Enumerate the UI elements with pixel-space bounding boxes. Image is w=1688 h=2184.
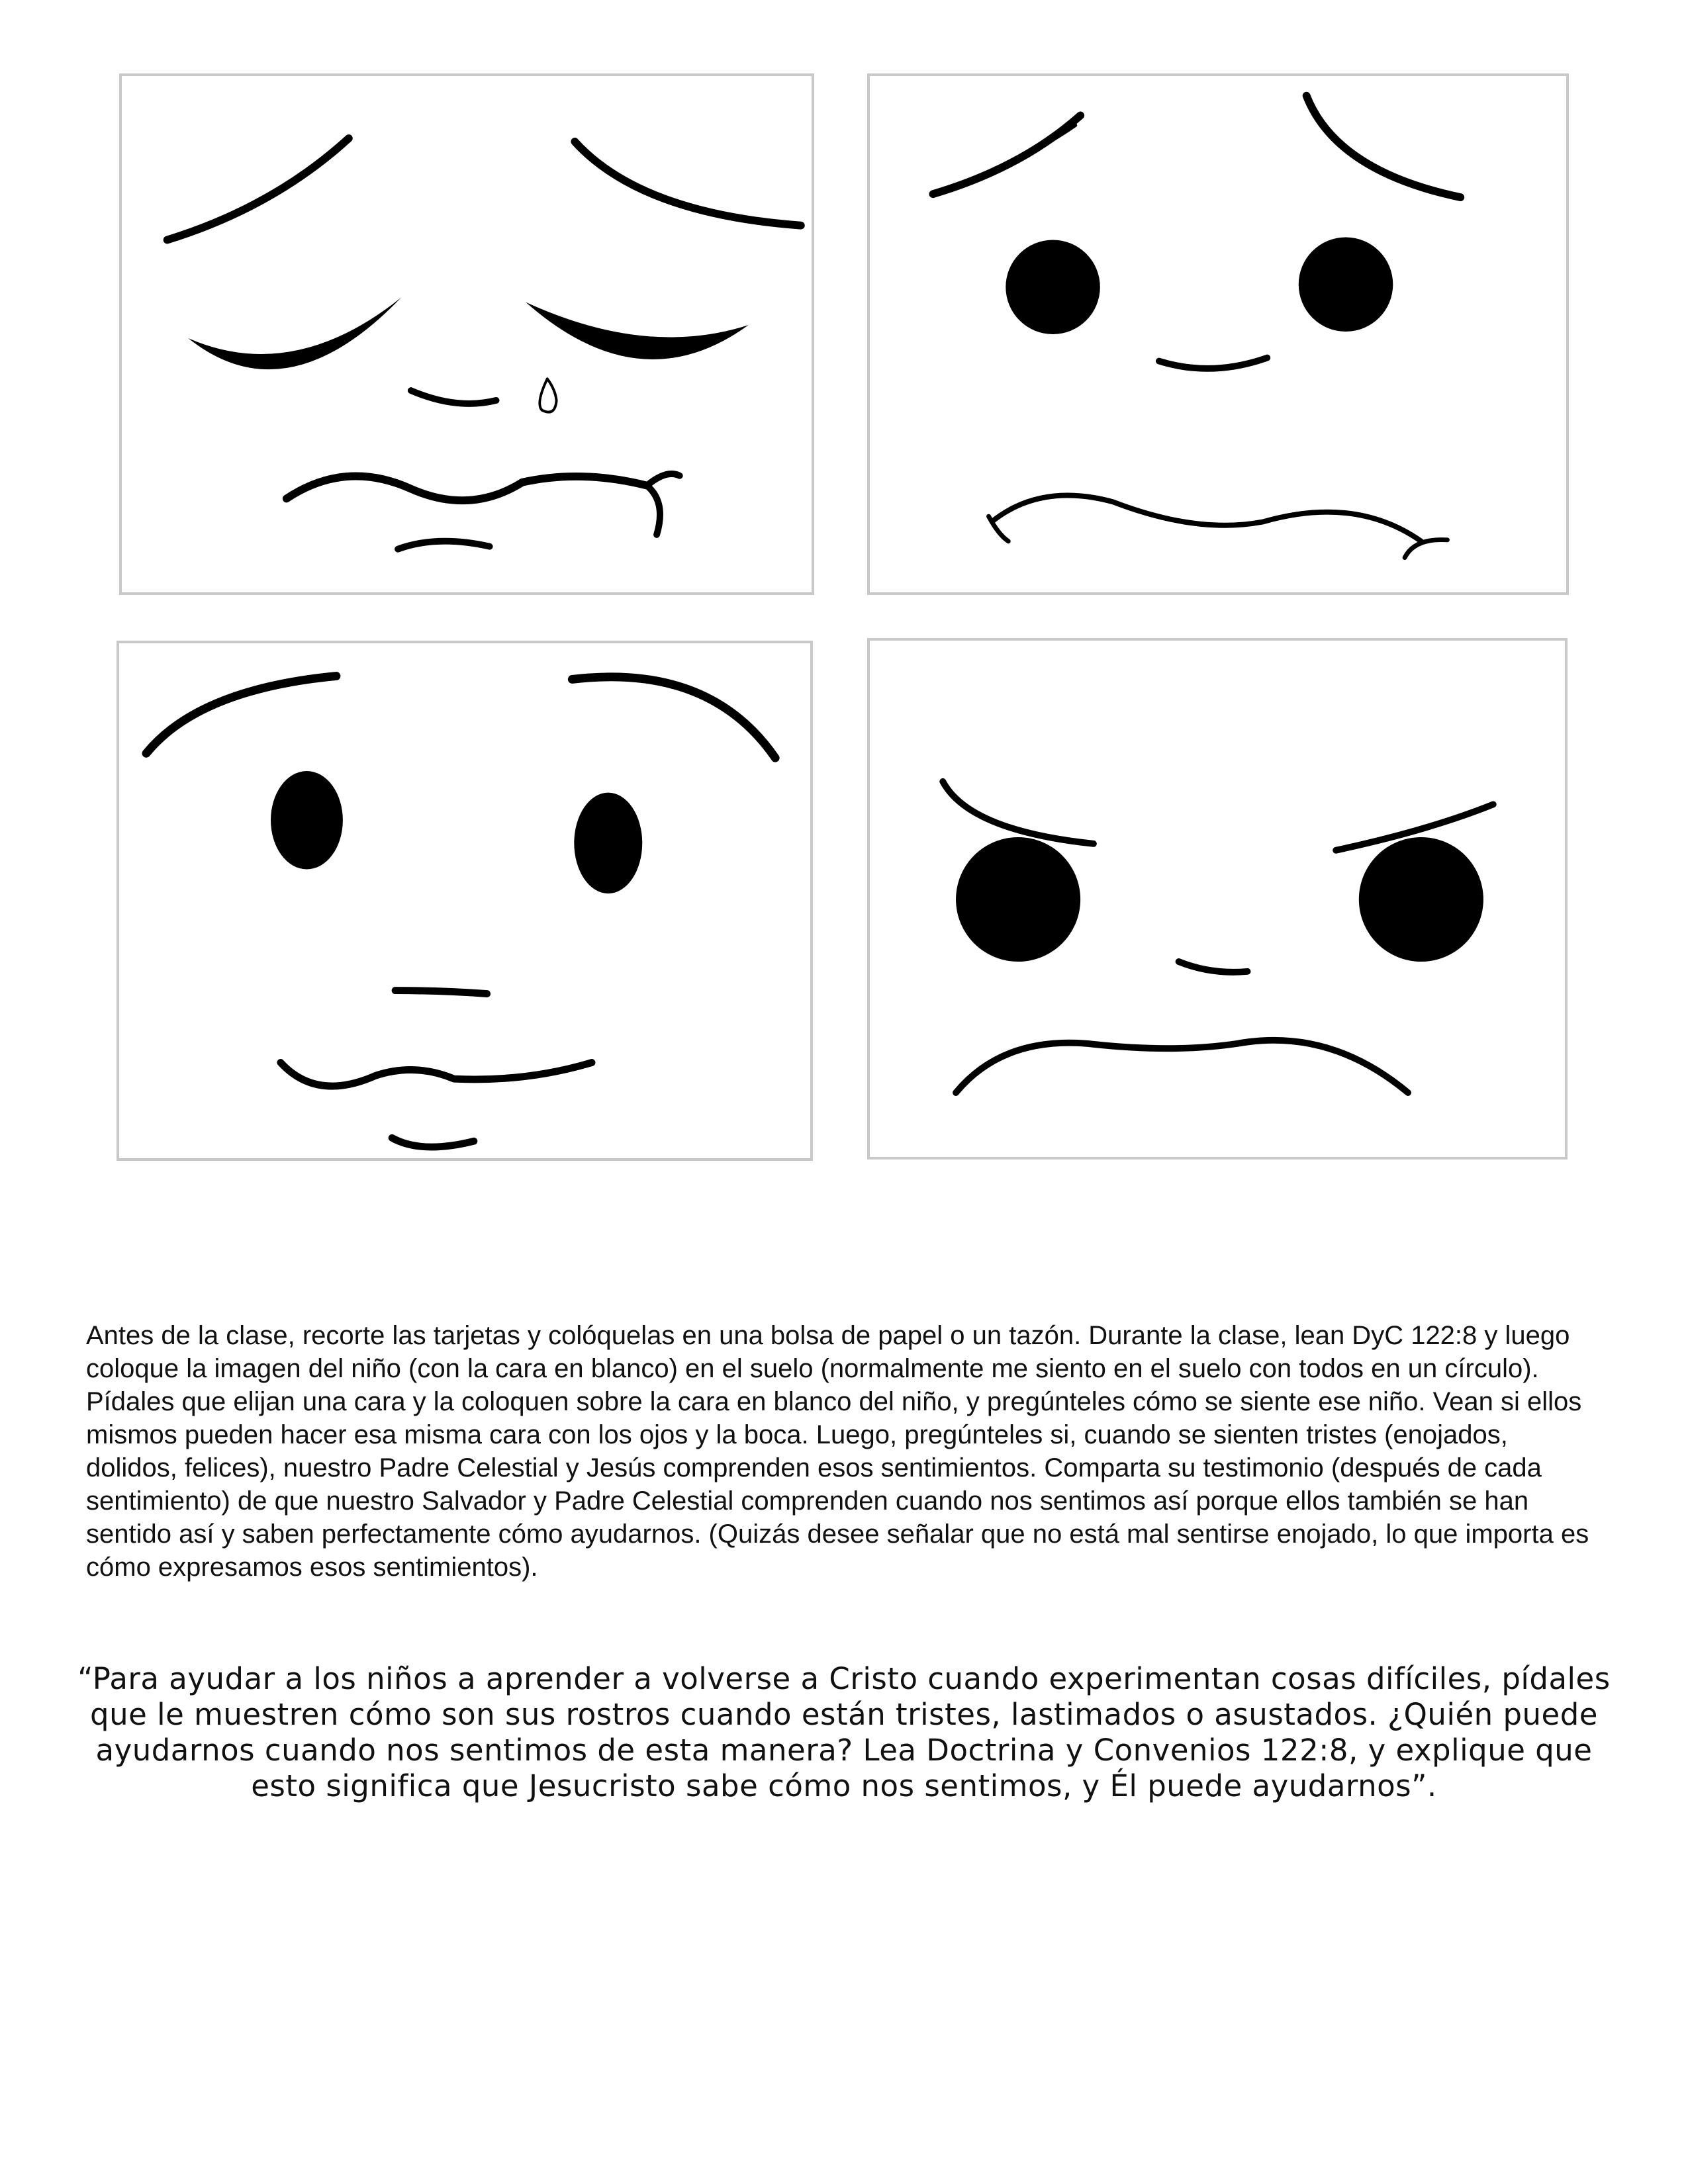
right-eyebrow xyxy=(1307,96,1461,197)
right-eye xyxy=(1359,837,1483,962)
left-eyebrow xyxy=(167,138,349,240)
tear-drop xyxy=(539,379,556,412)
left-eyebrow xyxy=(943,782,1094,844)
right-eye-closed xyxy=(526,302,749,359)
right-eye xyxy=(574,793,642,893)
mouth-left-corner xyxy=(989,516,1009,541)
nose xyxy=(395,991,487,994)
mouth-right-corner xyxy=(1405,540,1447,558)
mouth xyxy=(281,1062,592,1086)
left-eye xyxy=(956,837,1080,962)
scared-face-icon xyxy=(119,643,810,1158)
sad-face-card xyxy=(119,73,814,595)
instructions-paragraph: Antes de la clase, recorte las tarjetas y colóquelas en una bolsa de papel o un tazón. Durante la clase, lean DyC 122:8 y luego coloque la imagen del niño (con la cara en blanco) en el suelo (normalmente me siento en el suelo con todos en un círculo). Pídales que elijan una cara y la coloquen sobre la cara en blanco del niño, y pregúnteles cómo se siente ese niño. Vean si ellos mismos pueden hacer esa misma cara con los ojos y la boca. Luego, pregúnteles si, cuando se sienten tristes (enojados, dolidos, felices), nuestro Padre Celestial y Jesús comprenden esos sentimientos. Comparta su testimonio (después de cada sentimiento) de que nuestro Salvador y Padre Celestial comprenden cuando nos sentimos así porque ellos también se han sentido así y saben perfectamente cómo ayudarnos. (Quizás desee señalar que no está mal sentirse enojado, lo que importa es cómo expresamos esos sentimientos). xyxy=(86,1321,1589,1582)
right-eye xyxy=(1299,238,1393,332)
left-eye xyxy=(271,771,343,869)
sad-face-icon xyxy=(122,76,812,592)
left-eyebrow xyxy=(933,115,1080,194)
mouth-corner xyxy=(647,474,679,535)
worried-face-card xyxy=(867,73,1569,595)
right-eyebrow xyxy=(572,677,775,758)
mouth xyxy=(287,477,647,501)
angry-face-icon xyxy=(870,641,1565,1157)
worried-face-icon xyxy=(870,76,1566,592)
chin xyxy=(398,541,490,549)
left-eyebrow xyxy=(146,676,336,753)
nose xyxy=(1159,358,1267,369)
left-eye-closed xyxy=(188,298,401,370)
mouth xyxy=(992,496,1421,541)
chin xyxy=(392,1138,474,1147)
left-eye xyxy=(1006,240,1100,334)
quote-paragraph: “Para ayudar a los niños a aprender a volverse a Cristo cuando experimentan cosas difíciles, pídales que le muestren cómo son sus rostros cuando están tristes, lastimados o asustados. ¿Quién puede ayudarnos cuando nos sentimos de esta manera? Lea Doctrina y Convenios 122:8, y explique que esto significa que Jesucristo sabe cómo nos sentimos, y Él puede ayudarnos”. xyxy=(77,1661,1611,1803)
right-eyebrow xyxy=(575,142,800,226)
scared-face-card xyxy=(117,641,813,1161)
nose xyxy=(1179,962,1248,972)
nose xyxy=(411,390,496,404)
mouth xyxy=(956,1040,1408,1093)
angry-face-card xyxy=(867,638,1568,1160)
